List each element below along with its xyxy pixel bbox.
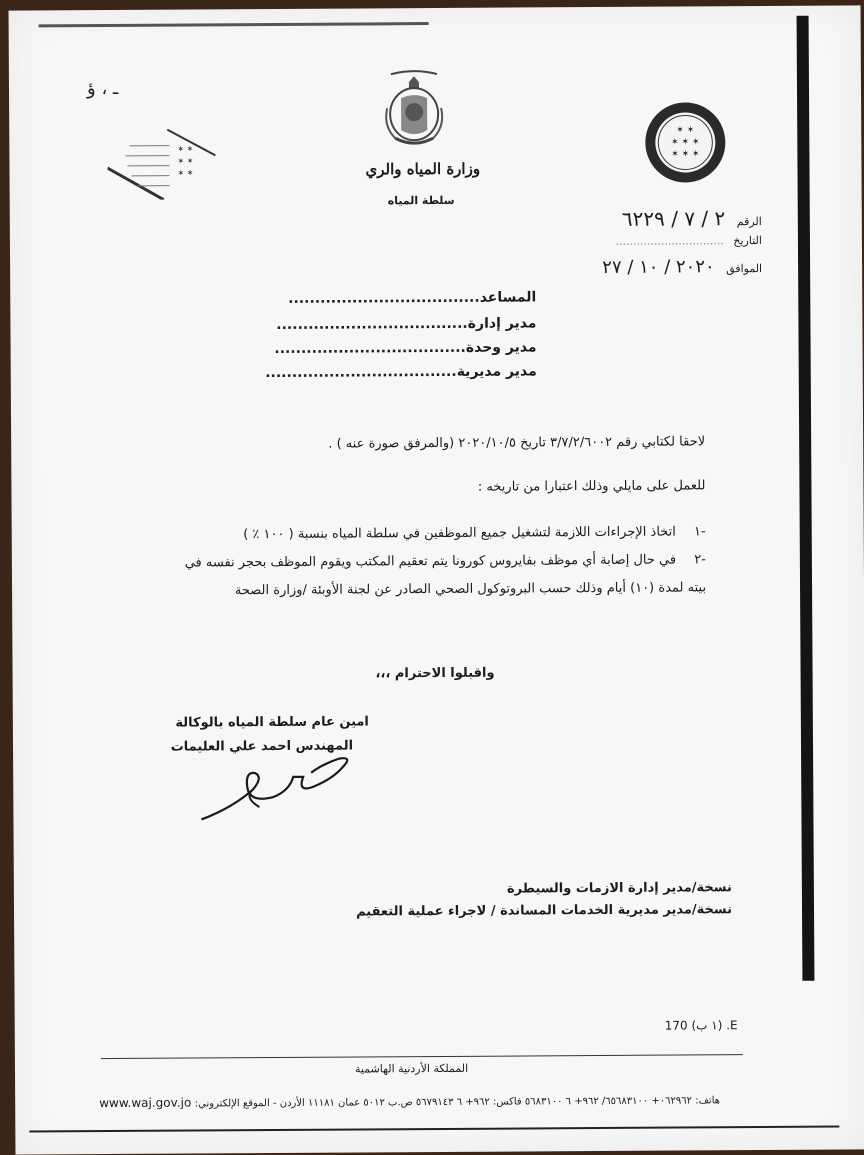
received-stamp <box>107 125 219 200</box>
list-item-1-text: اتخاذ الإجراءات اللازمة لتشغيل جميع الموظفين في سلطة المياه بنسبة ( ١٠٠ ٪ ) <box>243 525 676 543</box>
body-intro: لاحقا لكتابي رقم ٣/٧/٢/٦٠٠٢ تاريخ ٢٠٢٠/١٠/٥ (والمرفق صورة عنه ) . <box>328 434 705 451</box>
reference-corresponding-row <box>602 256 762 278</box>
list-item-1-number: -١ <box>694 524 706 539</box>
closing-line: واقبلوا الاحترام ،،، <box>375 666 494 682</box>
form-code: 170 (١ ب) .E <box>665 1018 738 1032</box>
reference-date-row: التاريخ ............................... <box>615 234 762 248</box>
authority-name: سلطة المياه <box>388 194 455 207</box>
list-item-2-continued: بيته لمدة (١٠) أيام وذلك حسب البروتوكول الصحي الصادر عن لجنة الأوبئة /وزارة الصحة <box>235 580 706 598</box>
reference-number-label: الرقم <box>737 215 762 228</box>
recipient-line-2: مدير إدارة.................................... <box>276 315 536 333</box>
recipient-line-4: مدير مديرية.................................... <box>265 363 537 381</box>
body-lead: للعمل على مايلي وذلك اعتبارا من تاريخه : <box>478 478 706 494</box>
handwritten-signature <box>193 746 363 827</box>
svg-text:✶ ✶: ✶ ✶ <box>676 125 694 135</box>
official-seal <box>643 100 728 185</box>
svg-text:✶ ✶ ✶: ✶ ✶ ✶ <box>671 149 699 159</box>
footer-kingdom: المملكة الأردنية الهاشمية <box>355 1062 468 1076</box>
list-item-2-text: في حال إصابة أي موظف بفايروس كورونا يتم تعقيم المكتب ويقوم الموظف بحجر نفسه في <box>185 553 676 571</box>
footer-contact-row <box>99 1092 720 1110</box>
svg-text:✶ ✶: ✶ ✶ <box>177 168 193 177</box>
reference-date-label: التاريخ <box>733 234 762 247</box>
letter-page <box>9 5 864 1154</box>
svg-text:✶ ✶: ✶ ✶ <box>177 156 193 165</box>
footer-website: www.waj.gov.jo <box>99 1096 191 1111</box>
reference-number-value: ٢ / ٧ / ٦٢٢٩ <box>622 206 726 231</box>
reference-corresponding-label: الموافق <box>726 262 762 275</box>
list-item-2-number: -٢ <box>694 552 706 567</box>
top-edge-line <box>39 22 429 27</box>
copy-line-1: نسخة/مدير إدارة الازمات والسيطرة <box>507 880 732 896</box>
footer-divider <box>101 1054 743 1059</box>
right-edge-bar <box>797 16 815 981</box>
recipient-line-1: المساعد.................................... <box>288 289 536 307</box>
crest-emblem <box>381 68 448 156</box>
recipient-line-3: مدير وحدة.................................... <box>274 339 536 357</box>
list-item-1 <box>243 524 706 542</box>
svg-text:✶ ✶: ✶ ✶ <box>177 144 193 153</box>
corner-mark: ـ ، ؤ <box>87 78 118 99</box>
ministry-name: وزارة المياه والري <box>365 160 480 179</box>
reference-number-row <box>622 206 762 231</box>
reference-corresponding-value: ٢٠٢٠ / ١٠ / ٢٧ <box>602 256 715 278</box>
bottom-edge-line <box>29 1126 839 1133</box>
signatory-title: امين عام سلطة المياه بالوكالة <box>175 714 369 730</box>
list-item-2 <box>185 552 706 570</box>
footer-contact: هاتف: ٠٦٢٩٦٢+ ٦٥٦٨٣١٠٠/ ٩٦٢+ ٦ ٥٦٨٣١٠٠ فاكس: ٩٦٢+ ٦ ٥٦٧٩١٤٣ ص.ب ٥٠١٢ عمان ١١١٨١ الأردن - الموقع الإلكتروني: <box>195 1095 720 1109</box>
signatory-name: المهندس احمد علي العليمات <box>171 739 353 755</box>
copy-line-2: نسخة/مدير مديرية الخدمات المساندة / لاجراء عملية التعقيم <box>356 902 732 919</box>
svg-text:✶ ✶ ✶: ✶ ✶ ✶ <box>671 137 699 147</box>
